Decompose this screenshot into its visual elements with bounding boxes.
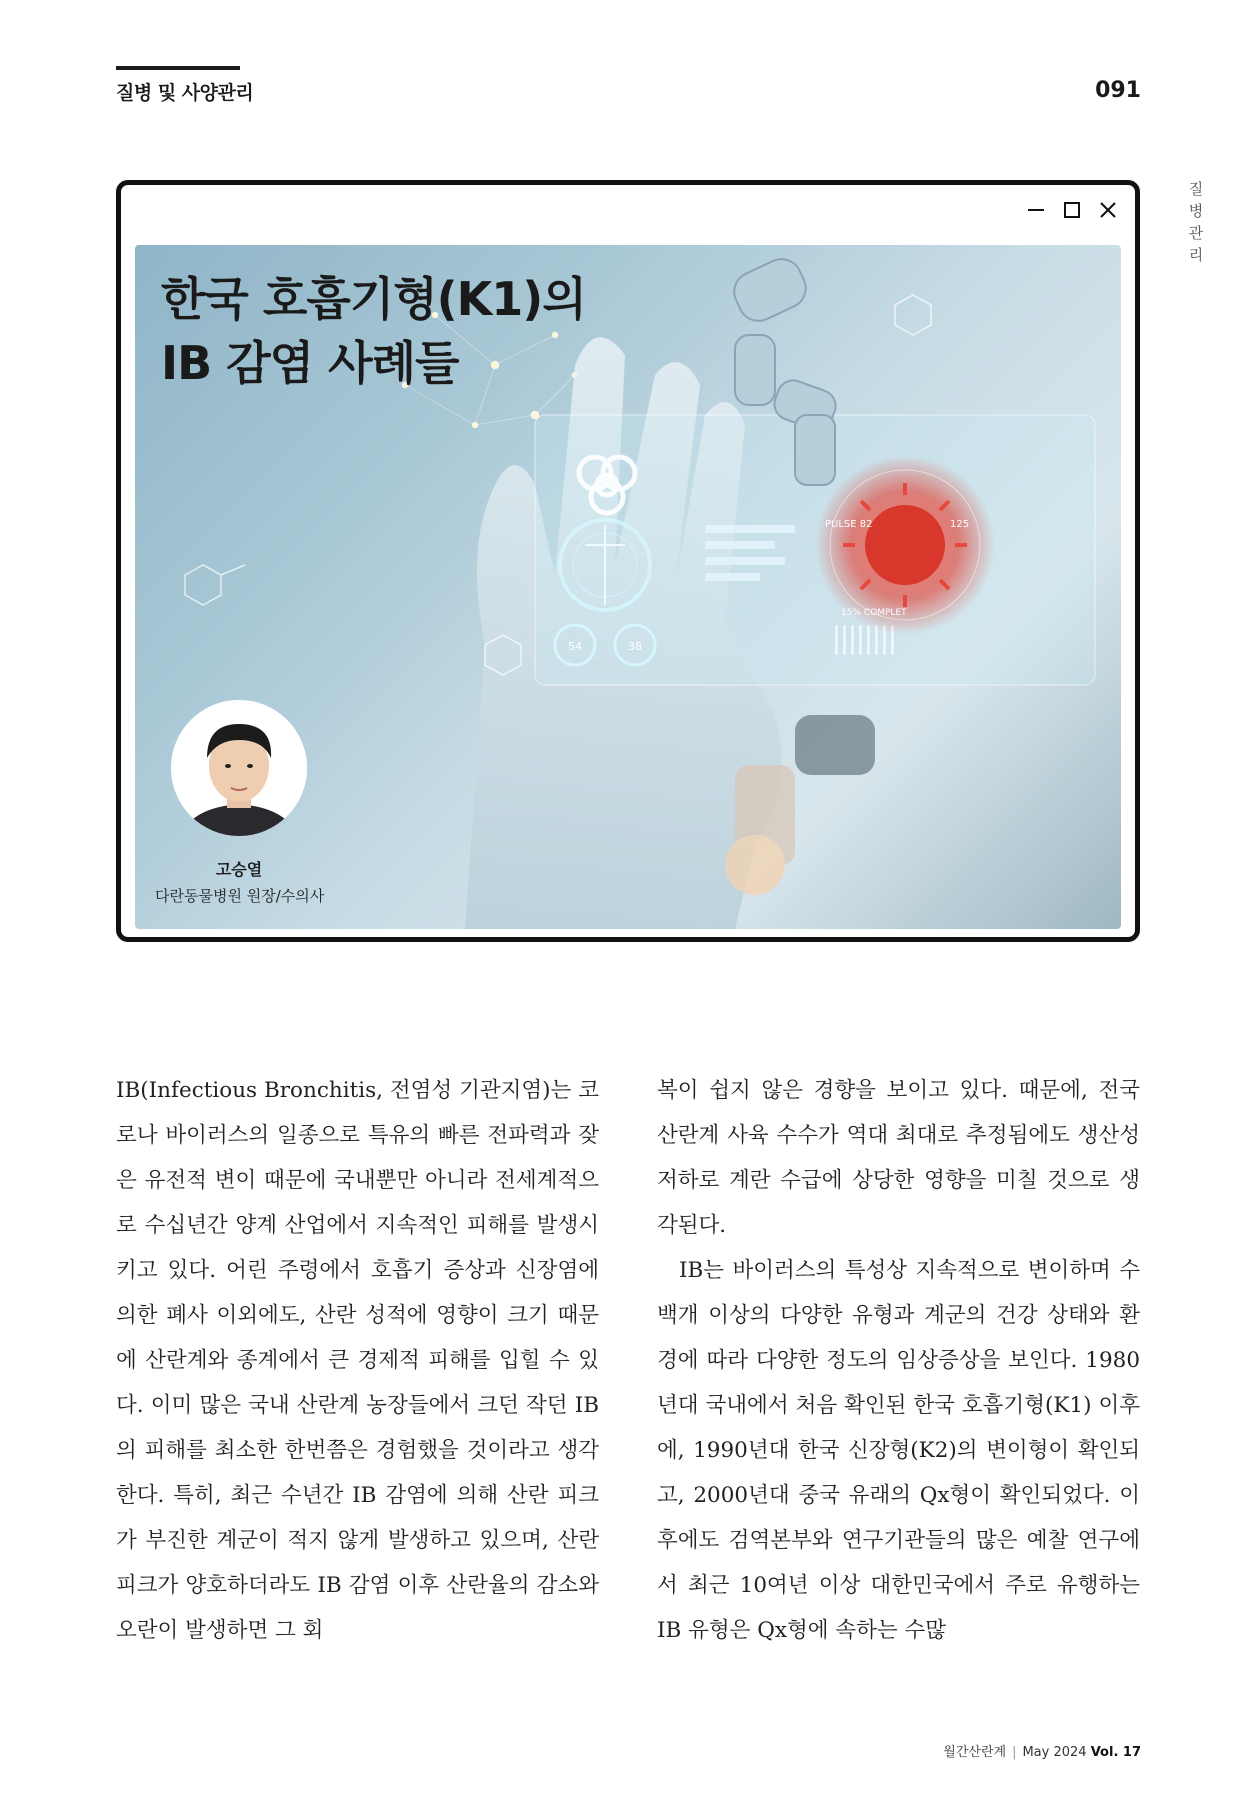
side-label: 질병관리 <box>1188 180 1204 264</box>
close-icon[interactable] <box>1097 199 1119 221</box>
hud-value-38: 38 <box>628 640 642 653</box>
body-right-column <box>657 1068 1140 1653</box>
footer-issue-date: May 2024 <box>1022 1745 1087 1760</box>
window-controls <box>1025 199 1119 221</box>
article-title-line2: IB 감염 사례들 <box>161 336 459 390</box>
hud-value-125: 125 <box>950 519 970 530</box>
footer-magazine: 월간산란계 <box>943 1745 1007 1760</box>
author-title: 다란동물병원 원장/수의사 <box>155 887 325 905</box>
hero-illustration <box>135 245 1121 929</box>
article-title <box>161 267 586 395</box>
section-title: 질병 및 사양관리 <box>116 82 254 104</box>
hud-value-54: 54 <box>568 640 582 653</box>
hud-pulse-label: PULSE 82 <box>825 519 873 530</box>
page-footer: 월간산란계 | May 2024 Vol. 17 <box>943 1745 1141 1760</box>
body-left-column <box>116 1068 599 1653</box>
header-rule <box>116 66 240 70</box>
page-number: 091 <box>1095 78 1141 103</box>
author-name: 고승열 <box>215 860 263 879</box>
footer-volume: Vol. 17 <box>1090 1745 1141 1760</box>
hud-status-label: 15% COMPLET <box>841 608 907 618</box>
body-paragraph-continued: 복이 쉽지 않은 경향을 보이고 있다. 때문에, 전국 산란계 사육 수수가 역대 최대로 추정됨에도 생산성 저하로 계란 수급에 상당한 영향을 미칠 것으로 생각된다. <box>657 1078 1140 1238</box>
author-avatar <box>171 700 307 836</box>
body-paragraph-2: IB는 바이러스의 특성상 지속적으로 변이하며 수백개 이상의 다양한 유형과 계군의 건강 상태와 환경에 따라 다양한 정도의 임상증상을 보인다. 1980년대 국내에서 처음 확인된 한국 호흡기형(K1) 이후에, 1990년대 한국 신장형(K2)의 변이형이 확인되고, 2000년대 중국 유래의 Qx형이 확인되었다. 이후에도 검역본부와 연구기관들의 많은 예찰 연구에서 최근 10여년 이상 대한민국에서 주로 유행하는 IB 유형은 Qx형에 속하는 수많 <box>657 1258 1140 1643</box>
article-title-line1: 한국 호흡기형(K1)의 <box>161 272 586 326</box>
maximize-icon[interactable] <box>1061 199 1083 221</box>
body-paragraph-1: IB(Infectious Bronchitis, 전염성 기관지염)는 코로나 바이러스의 일종으로 특유의 빠른 전파력과 잦은 유전적 변이 때문에 국내뿐만 아니라 전세계적으로 수십년간 양계 산업에서 지속적인 피해를 발생시키고 있다. 어린 주령에서 호흡기 증상과 신장염에 의한 폐사 이외에도, 산란 성적에 영향이 크기 때문에 산란계와 종계에서 큰 경제적 피해를 입힐 수 있다. 이미 많은 국내 산란계 농장들에서 크던 작던 IB의 피해를 최소한 한번쯤은 경험했을 것이라고 생각한다. 특히, 최근 수년간 IB 감염에 의해 산란 피크가 부진한 계군이 적지 않게 발생하고 있으며, 산란 피크가 양호하더라도 IB 감염 이후 산란율의 감소와 오란이 발생하면 그 회 <box>116 1078 599 1643</box>
article-window-frame <box>116 180 1140 942</box>
minimize-icon[interactable] <box>1025 199 1047 221</box>
virus-graphic <box>815 455 995 635</box>
